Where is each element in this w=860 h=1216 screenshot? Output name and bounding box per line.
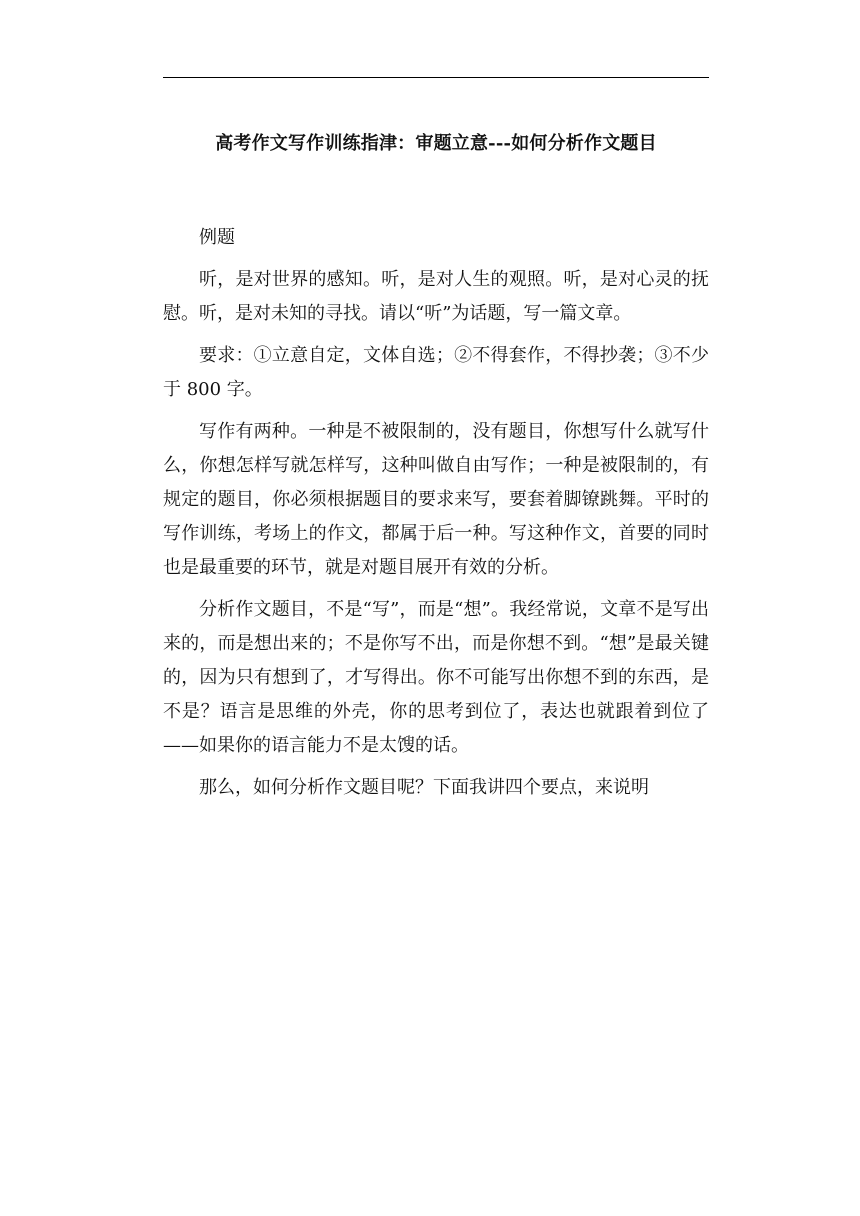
document-title: 高考作文写作训练指津：审题立意---如何分析作文题目 bbox=[215, 133, 657, 154]
paragraph-analysis: 分析作文题目，不是“写”，而是“想”。我经常说，文章不是写出来的，而是想出来的；不是你写不出，而是你想不到。“想”是最关键的，因为只有想到了，才写得出。你不可能写出你想不到的东西，是不是？语言是思维的外壳，你的思考到位了，表达也就跟着到位了——如果你的语言能力不是太馊的话。 bbox=[163, 599, 709, 756]
document-page bbox=[163, 0, 709, 1216]
paragraph-requirements: 要求：①立意自定，文体自选；②不得套作，不得抄袭；③不少于 800 字。 bbox=[163, 345, 709, 400]
paragraph-prompt: 听，是对世界的感知。听，是对人生的观照。听，是对心灵的抚慰。听，是对未知的寻找。请以“听”为话题，写一篇文章。 bbox=[163, 269, 709, 324]
paragraph-example-label: 例题 bbox=[199, 227, 235, 248]
header-rule bbox=[163, 77, 709, 78]
paragraph-how-to: 那么，如何分析作文题目呢？下面我讲四个要点，来说明 bbox=[199, 777, 649, 798]
document-body bbox=[163, 221, 709, 813]
paragraph-writing-types: 写作有两种。一种是不被限制的，没有题目，你想写什么就写什么，你想怎样写就怎样写，这种叫做自由写作；一种是被限制的，有规定的题目，你必须根据题目的要求来写，要套着脚镣跳舞。平时的写作训练，考场上的作文，都属于后一种。写这种作文，首要的同时也是最重要的环节，就是对题目展开有效的分析。 bbox=[163, 421, 709, 578]
